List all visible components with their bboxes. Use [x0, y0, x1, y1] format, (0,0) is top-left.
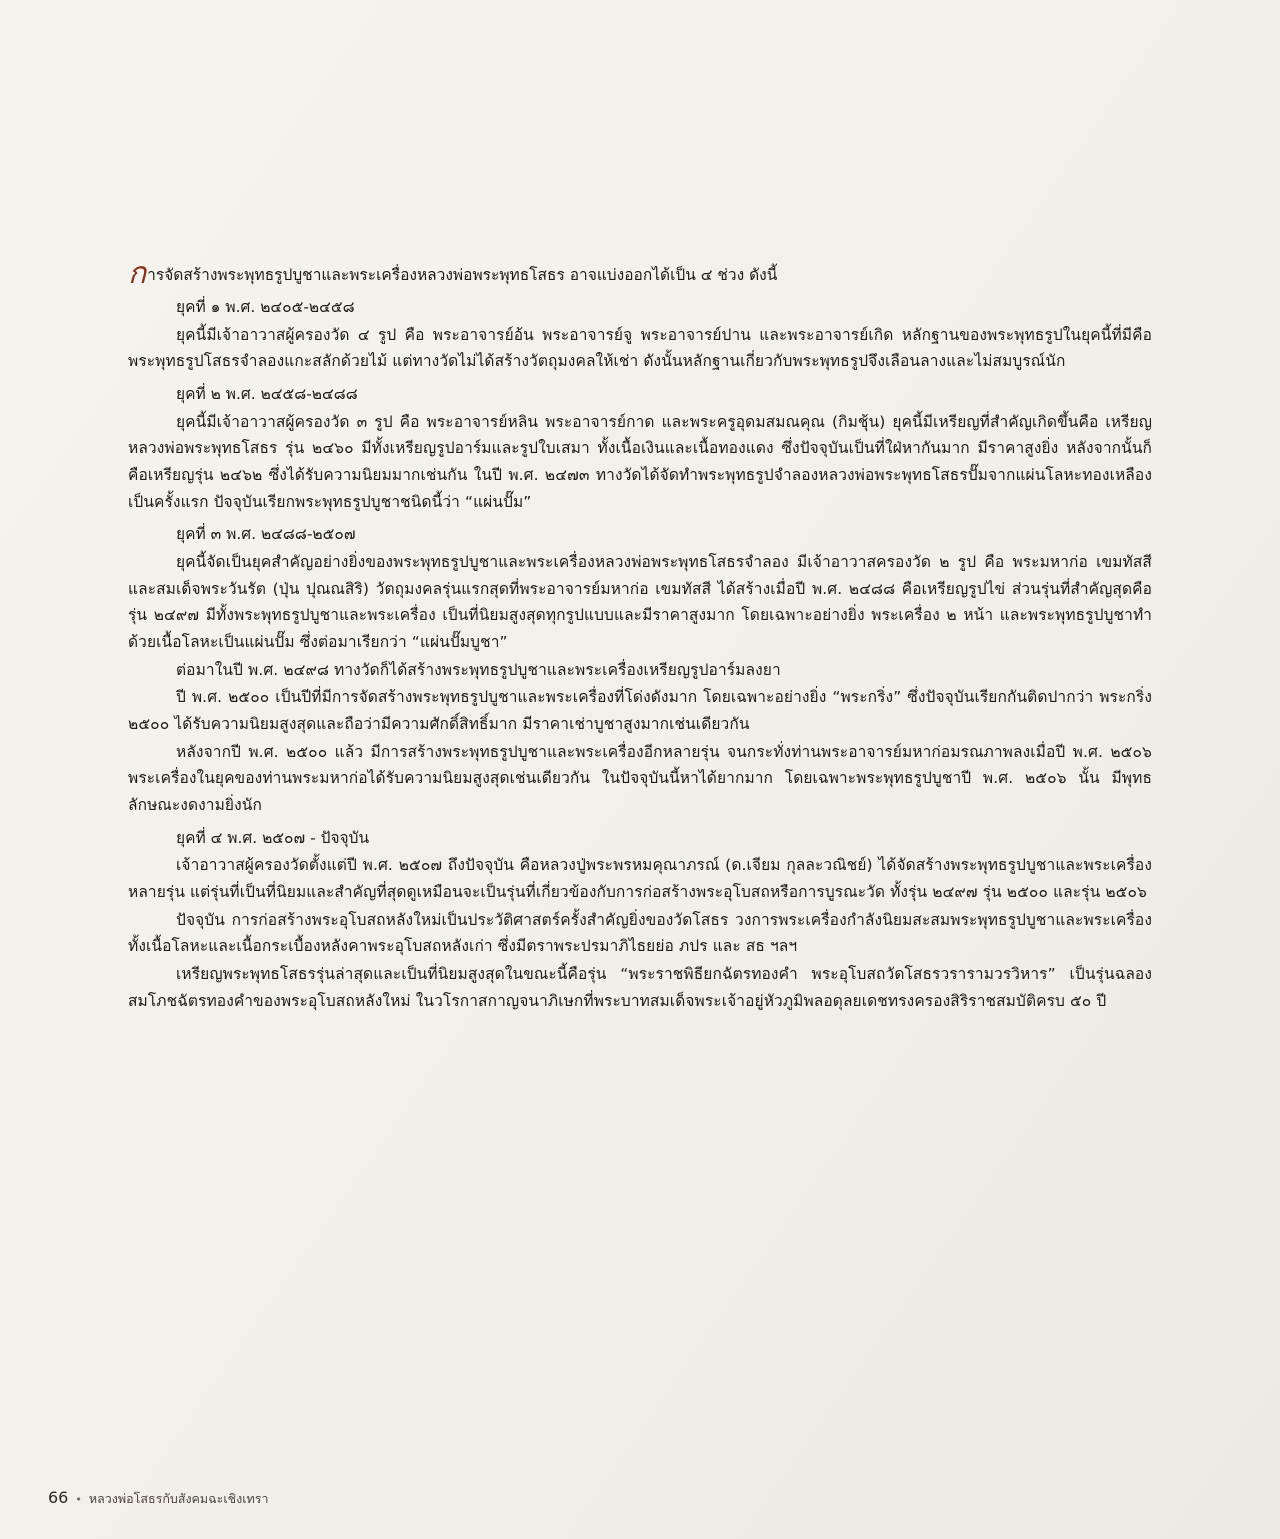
section-3-paragraph-1: ยุคนี้จัดเป็นยุคสำคัญอย่างยิ่งของพระพุทธรูปบูชาและพระเครื่องหลวงพ่อพระพุทธโสธรจำลอง มีเจ้าอาวาสครองวัด ๒ รูป คือ พระมหาก่อ เขมทัสสี และสมเด็จพระวันรัต (ปุ่น ปุณณสิริ) วัตถุมงคลรุ่นแรกสุดที่พระอาจารย์มหาก่อ เขมทัสสี ได้สร้างเมื่อปี พ.ศ. ๒๔๘๘ คือเหรียญรูปไข่ ส่วนรุ่นที่สำคัญสุดคือ รุ่น ๒๔๙๗ มีทั้งพระพุทธรูปบูชาและพระเครื่อง เป็นที่นิยมสูงสุดทุกรูปแบบและมีราคาสูงมาก โดยเฉพาะอย่างยิ่ง พระเครื่อง ๒ หน้า และพระพุทธรูปบูชาทำด้วยเนื้อโลหะเป็นแผ่นปั๊ม ซึ่งต่อมาเรียกว่า “แผ่นปั๊มบูชา” [128, 553, 1152, 651]
section-3-paragraph-2: ต่อมาในปี พ.ศ. ๒๔๙๘ ทางวัดก็ได้สร้างพระพุทธรูปบูชาและพระเครื่องเหรียญรูปอาร์มลงยา [176, 660, 781, 679]
section-heading-4: ยุคที่ ๔ พ.ศ. ๒๕๐๗ - ปัจจุบัน [176, 828, 370, 847]
section-3-paragraph-4: หลังจากปี พ.ศ. ๒๕๐๐ แล้ว มีการสร้างพระพุทธรูปบูชาและพระเครื่องอีกหลายรุ่น จนกระทั่งท่านพระอาจารย์มหาก่อมรณภาพลงเมื่อปี พ.ศ. ๒๕๐๖ พระเครื่องในยุคของท่านพระมหาก่อได้รับความนิยมสูงสุดเช่นเดียวกัน ในปัจจุบันนี้หาได้ยากมาก โดยเฉพาะพระพุทธรูปบูชาปี พ.ศ. ๒๕๐๖ นั้น มีพุทธลักษณะงดงามยิ่งนัก [128, 742, 1152, 814]
section-3-paragraph-3: ปี พ.ศ. ๒๕๐๐ เป็นปีที่มีการจัดสร้างพระพุทธรูปบูชาและพระเครื่องที่โด่งดังมาก โดยเฉพาะอย่างยิ่ง “พระกริ่ง” ซึ่งปัจจุบันเรียกกันติดปากว่า พระกริ่ง ๒๕๐๐ ได้รับความนิยมสูงสุดและถือว่ามีความศักดิ์สิทธิ์มาก มีราคาเช่าบูชาสูงมากเช่นเดียวกัน [128, 688, 1152, 733]
section-1-paragraph-1: ยุคนี้มีเจ้าอาวาสผู้ครองวัด ๔ รูป คือ พระอาจารย์อ้น พระอาจารย์จู พระอาจารย์ปาน และพระอาจารย์เกิด หลักฐานของพระพุทธรูปในยุคนี้ที่มีคือพระพุทธรูปโสธรจำลองแกะสลักด้วยไม้ แต่ทางวัดไม่ได้สร้างวัตถุมงคลให้เช่า ดังนั้นหลักฐานเกี่ยวกับพระพุทธรูปจึงเลือนลางและไม่สมบูรณ์นัก [128, 325, 1152, 371]
section-heading-1: ยุคที่ ๑ พ.ศ. ๒๔๐๕-๒๔๕๘ [176, 298, 355, 317]
section-2-paragraph-1: ยุคนี้มีเจ้าอาวาสผู้ครองวัด ๓ รูป คือ พระอาจารย์หลิน พระอาจารย์กาด และพระครูอุดมสมณคุณ (กิมชุ้น) ยุคนี้มีเหรียญที่สำคัญเกิดขึ้นคือ เหรียญหลวงพ่อพระพุทธโสธร รุ่น ๒๔๖๐ มีทั้งเหรียญรูปอาร์มและรูปใบเสมา ทั้งเนื้อเงินและเนื้อทองแดง ซึ่งปัจจุบันเป็นที่ใฝ่หากันมาก มีราคาสูงยิ่ง หลังจากนั้นก็คือเหรียญรุ่น ๒๔๖๒ ซึ่งได้รับความนิยมมากเช่นกัน ในปี พ.ศ. ๒๔๗๓ ทางวัดได้จัดทำพระพุทธรูปจำลองหลวงพ่อพระพุทธโสธรปั๊มจากแผ่นโลหะทองเหลืองเป็นครั้งแรก ปัจจุบันเรียกพระพุทธรูปบูชาชนิดนี้ว่า “แผ่นปั๊ม” [128, 412, 1152, 511]
page-number: 66 [48, 1488, 69, 1507]
intro-line [128, 256, 1152, 291]
section-heading-2: ยุคที่ ๒ พ.ศ. ๒๔๕๘-๒๔๘๘ [176, 385, 358, 404]
footer-separator: • [75, 1493, 82, 1506]
page-footer [48, 1488, 269, 1509]
page-content [128, 256, 1152, 1015]
intro-text: ารจัดสร้างพระพุทธรูปบูชาและพระเครื่องหลวงพ่อพระพุทธโสธร อาจแบ่งออกได้เป็น ๔ ช่วง ดังนี้ [147, 266, 778, 284]
section-4-paragraph-2: ปัจจุบัน การก่อสร้างพระอุโบสถหลังใหม่เป็นประวัติศาสตร์ครั้งสำคัญยิ่งของวัดโสธร วงการพระเครื่องกำลังนิยมสะสมพระพุทธรูปบูชาและพระเครื่อง ทั้งเนื้อโลหะและเนื้อกระเบื้องหลังคาพระอุโบสถหลังเก่า ซึ่งมีตราพระปรมาภิไธยย่อ ภปร และ สธ ฯลฯ [128, 910, 1152, 956]
section-4-paragraph-1: เจ้าอาวาสผู้ครองวัดตั้งแต่ปี พ.ศ. ๒๕๐๗ ถึงปัจจุบัน คือหลวงปู่พระพรหมคุณาภรณ์ (ด.เจียม กุลละวณิชย์) ได้จัดสร้างพระพุทธรูปบูชาและพระเครื่องหลายรุ่น แต่รุ่นที่เป็นที่นิยมและสำคัญที่สุดดูเหมือนจะเป็นรุ่นที่เกี่ยวข้องกับการก่อสร้างพระอุโบสถหรือการบูรณะวัด ทั้งรุ่น ๒๔๙๗ รุ่น ๒๕๐๐ และรุ่น ๒๕๐๖ [128, 856, 1152, 901]
section-4-paragraph-3: เหรียญพระพุทธโสธรรุ่นล่าสุดและเป็นที่นิยมสูงสุดในขณะนี้คือรุ่น “พระราชพิธียกฉัตรทองคำ พระอุโบสถวัดโสธรวรารามวรวิหาร” เป็นรุ่นฉลองสมโภชฉัตรทองคำของพระอุโบสถหลังใหม่ ในวโรกาสกาญจนาภิเษกที่พระบาทสมเด็จพระเจ้าอยู่หัวภูมิพลอดุลยเดชทรงครองสิริราชสมบัติครบ ๕๐ ปี [128, 964, 1152, 1010]
section-heading-3: ยุคที่ ๓ พ.ศ. ๒๔๘๘-๒๕๐๗ [176, 525, 356, 544]
drop-cap: ก [128, 256, 147, 291]
footer-book-title: หลวงพ่อโสธรกับสังคมฉะเชิงเทรา [88, 1491, 269, 1506]
